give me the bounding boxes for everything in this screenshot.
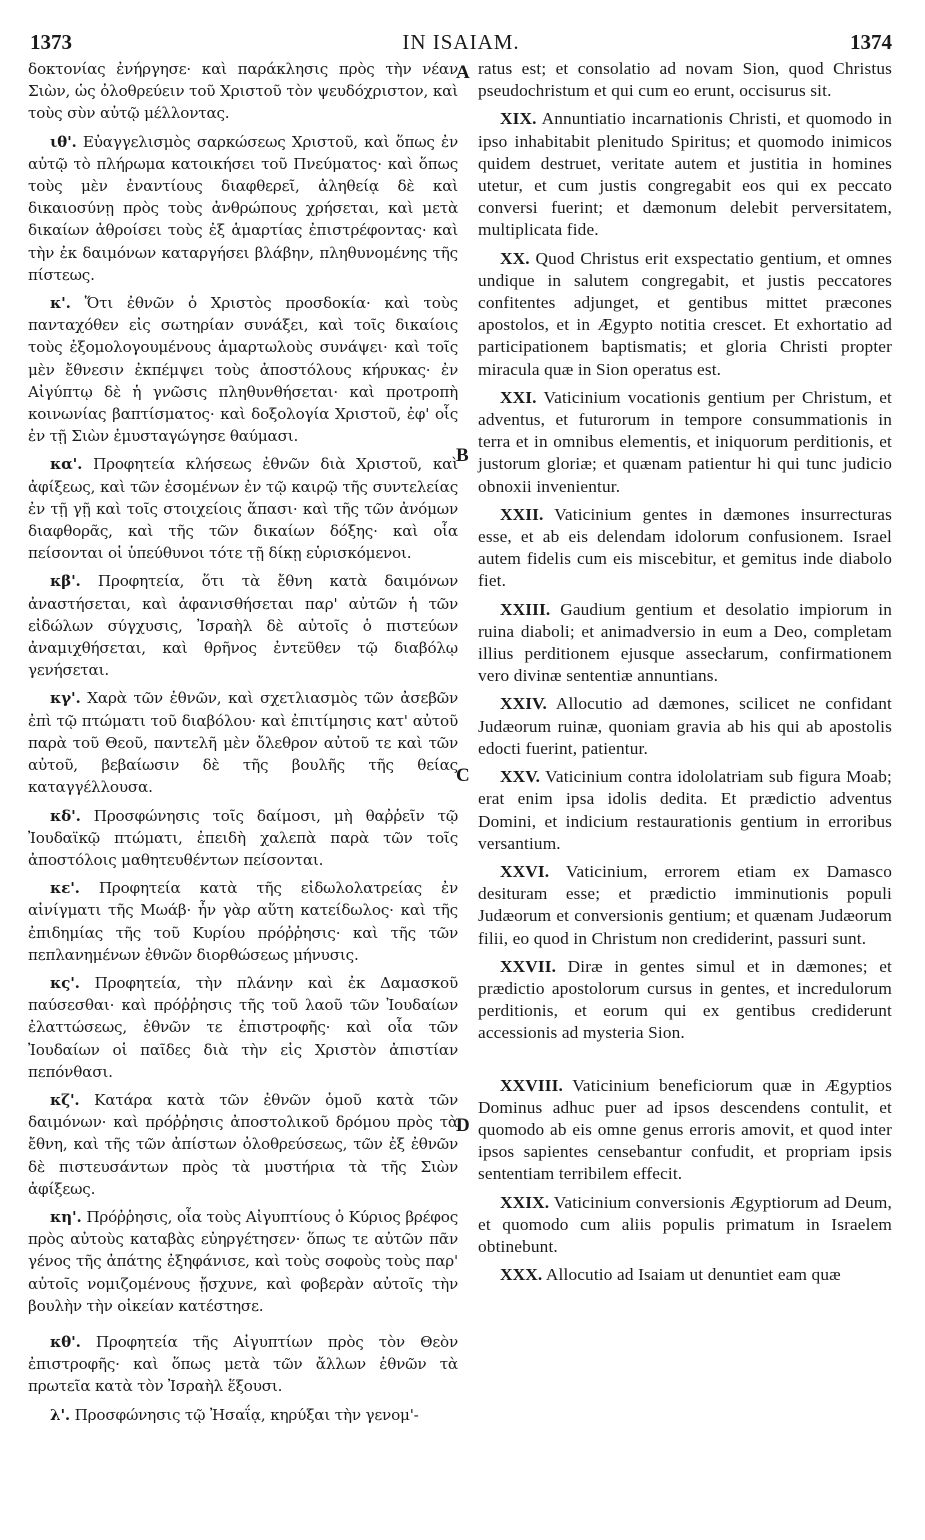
latin-entry: XXIV. Allocutio ad dæmones, scilicet ne confidant Judæorum ruinæ, quoniam gravia ab his qui ab apostolis edocti fuerint, patientur.: [478, 694, 892, 758]
latin-entry: XXI. Vaticinium vocationis gentium per Christum, et adventus, et futurorum in tempore consummationis in terra et in omnibus elementis, et iniquorum perditionis, et justorum gloriæ; et quænam patientur hi qui tunc judicio obnoxii invenientur.: [478, 387, 892, 496]
latin-entry: XXVII. Diræ in gentes simul et in dæmones; et prædictio apostolorum cursus in gentes, et incredulorum perditionis, et eorum qui ex gentibus crediderunt accessionis ad mysteria Sion.: [478, 956, 892, 1043]
latin-entry: XXII. Vaticinium gentes in dæmones insurrecturas esse, et ab eis delendam idolorum confusionem. Israel autem fidelis cum eis miscebitur, et gemitus inde diabolo fiet.: [478, 504, 892, 591]
left-page-number: 1373: [30, 30, 72, 54]
latin-entry: XXVIII. Vaticinium beneficiorum quæ in Ægyptios Dominus adhuc puer ad ipsos descendens contulit, et quomodo ab eis omne genus erroris amovit, et quod inter ipsos sapientes censebantur confudit, et propriam ipsis sententiam terribilem effecit.: [478, 1075, 892, 1184]
greek-entry: κη'. Πρόῤῥησις, οἷα τοὺς Αἰγυπτίους ὁ Κύριος βρέφος πρὸς αὐτοὺς καταβὰς εὐηργέτησεν· ὅπως τε αὐτῶν πᾶν γένος τῆς ἀπάτης ἐξηφάνισε, καὶ τοὺς σοφοὺς τοὺς παρ' αὐτοῖς νομιζομένους ᾔσχυνε, καὶ φοβερὰν αὐτοῖς τὴν βουλὴν τὴν οἰκείαν κατέστησε.: [28, 1207, 458, 1315]
greek-column: [28, 58, 458, 1432]
latin-entry: ratus est; et consolatio ad novam Sion, quod Christus pseudochristum et qui cum eo erunt, occisurus sit.: [478, 59, 892, 101]
greek-entry: κς'. Προφητεία, τὴν πλάνην καὶ ἐκ Δαμασκοῦ παύσεσθαι· καὶ πρόῤῥησις τῆς τοῦ λαοῦ τῶν Ἰουδαίων ἐλαττώσεως, ἐθνῶν τε ἐπιστροφῆς· καὶ οἷα τῶν Ἰουδαίων οἱ παῖδες διὰ τὴν εἰς Χριστὸν ἀπιστίαν πεπόνθασι.: [28, 973, 458, 1081]
greek-entry: κθ'. Προφητεία τῆς Αἰγυπτίων πρὸς τὸν Θεὸν ἐπιστροφῆς· καὶ ὅπως μετὰ τῶν ἄλλων ἐθνῶν τὰ πρωτεῖα κατὰ τὸν Ἰσραὴλ ἕξουσι.: [28, 1332, 458, 1396]
greek-entry: κε'. Προφητεία κατὰ τῆς εἰδωλολατρείας ἐν αἰνίγματι τῆς Μωάβ· ἦν γὰρ αὕτη κατείδωλος· καὶ τῆς ἐπιδημίας τῆς τοῦ Κυρίου πρόῤῥησις· καὶ τῆς τῶν πεπλανημένων ἐθνῶν διορθώσεως μήνυσις.: [28, 879, 458, 964]
greek-entry: κζ'. Κατάρα κατὰ τῶν ἐθνῶν ὁμοῦ κατὰ τῶν δαιμόνων· καὶ πρόῤῥησις ἀποστολικοῦ δρόμου πρὸς τὰ ἔθνη, καὶ τῆς τῶν ἀπίστων ὀλοθρεύσεως, τῶν ἐξ ἐθνῶν δὲ πιστευσάντων πρὸς τὰ μυστήρια τὰ τῆς Σιὼν ἀφίξεως.: [28, 1090, 458, 1198]
greek-entry: κβ'. Προφητεία, ὅτι τὰ ἔθνη κατὰ δαιμόνων ἀναστήσεται, καὶ ἀφανισθήσεται παρ' αὐτῶν ἡ τῶν εἰδώλων σύγχυσις, Ἰσραὴλ δὲ αὐτοῖς ὁ πιστεύων ἀναμιχθήσεται, καὶ θρῆνος ἐντεῦθεν τῷ διαβόλῳ γενήσεται.: [28, 572, 458, 680]
running-title: IN ISAIAM.: [402, 30, 520, 54]
latin-column: [478, 58, 892, 1292]
greek-entry: ιθ'. Εὐαγγελισμὸς σαρκώσεως Χριστοῦ, καὶ ὅπως ἐν αὐτῷ τὸ πλήρωμα κατοικήσει τοῦ Πνεύματος· καὶ ὅπως τοὺς μὲν ἐναντίους διαφθερεῖ, ἀληθείᾳ δὲ καὶ δικαιοσύνῃ πρὸς τοὺς ἀνθρώπους χρήσεται, καὶ μετὰ δικαίων ἀθροίσει τοὺς ἐξ ἁμαρτίας ἐπιστρέφοντας· καὶ τὴν ἐκ δαιμόνων καταργήσει βλάβην, πληθυνομένης τῆς πίστεως.: [28, 132, 458, 284]
latin-entry: XXIX. Vaticinium conversionis Ægyptiorum ad Deum, et quomodo cum aliis populis primatum in Israelem obtinebunt.: [478, 1192, 892, 1256]
greek-entry: κδ'. Προσφώνησις τοῖς δαίμοσι, μὴ θαῤῥεῖν τῷ Ἰουδαϊκῷ πτώματι, ἐπειδὴ χαλεπὰ παρὰ τῶν τοῖς ἀποστόλοις μαθητευθέντων πείσονται.: [28, 806, 458, 869]
margin-letter-c: C: [456, 765, 470, 786]
greek-entry: δοκτονίας ἐνήργησε· καὶ παράκλησις πρὸς τὴν νέαν Σιὼν, ὡς ὀλοθρεύειν τοῦ Χριστοῦ τὸν ψευδόχριστον, καὶ τοὺς σὺν αὐτῷ μέλλοντας.: [28, 60, 458, 123]
margin-letter-b: B: [456, 445, 469, 466]
right-page-number: 1374: [850, 30, 892, 54]
latin-entry: XXX. Allocutio ad Isaiam ut denuntiet eam quæ: [500, 1265, 841, 1285]
latin-entry: XXVI. Vaticinium, errorem etiam ex Damasco desituram esse; et prædictio imminutionis populi Judæorum et conversionis gentium; et quænam Judæorum filii, eo quod in Christum non crediderint, passuri sunt.: [478, 861, 892, 948]
greek-entry: λ'. Προσφώνησις τῷ Ἠσαΐᾳ, κηρύξαι τὴν γενομ'-: [50, 1405, 419, 1424]
margin-letter-d: D: [456, 1115, 470, 1136]
greek-entry: κγ'. Χαρὰ τῶν ἐθνῶν, καὶ σχετλιασμὸς τῶν ἀσεβῶν ἐπὶ τῷ πτώματι τοῦ διαβόλου· καὶ ἐπιτίμησις κατ' αὐτοῦ παρὰ τοῦ Θεοῦ, παντελῆ μὲν ὄλεθρον αὐτοῦ τε καὶ τῶν αὐτοῦ, βεβαίωσιν δὲ τῆς βουλῆς τῆς θείας καταγγέλλουσα.: [28, 689, 458, 797]
greek-entry: κ'. Ὅτι ἐθνῶν ὁ Χριστὸς προσδοκία· καὶ τοὺς πανταχόθεν εἰς σωτηρίαν συνάξει, καὶ τοῖς δικαίοις τοὺς ἐξομολογουμένους ἁμαρτωλοὺς συνάψει· καὶ τοῖς μὲν ἔθνεσιν ἐκπέμψει τοὺς ἀποστόλους κήρυκας· ἐν Αἰγύπτῳ δὲ ἡ γνῶσις πληθυνθήσεται· καὶ προτροπὴ κοινωνίας βαπτίσματος· καὶ δοξολογία Χριστοῦ, ἐφ' οἷς ἐν τῇ Σιὼν ἐμυσταγώγησε θαύμασι.: [28, 294, 458, 446]
page-header: [30, 30, 892, 60]
latin-entry: XXIII. Gaudium gentium et desolatio impiorum in ruina diaboli; et animadversio in eum a Deo, completam illius perditionem ejusque assecłarum, confirmationem vero divinæ sententiæ annuntians.: [478, 599, 892, 686]
margin-letter-a: A: [456, 62, 470, 83]
latin-entry: XIX. Annuntiatio incarnationis Christi, et quomodo in ipso inhabitabit plenitudo Spiritus; et quomodo inimicos quidem destruet, veritate autem et justitia in homines utetur, et cum justis congregabit eos qui ex peccato conversi fuerint; et dæmonum delebit perversitatem, multiplicata fide.: [478, 109, 892, 240]
latin-entry: XX. Quod Christus erit exspectatio gentium, et omnes undique in salutem congregabit, et justis peccatores confitentes adjunget, et gentibus mittet præcones apostolos, et in Ægypto notitia crescet. Et exhortatio ad participationem baptismatis; et gloria Christi propter miracula quæ in Sion operatus est.: [478, 248, 892, 379]
greek-entry: κα'. Προφητεία κλήσεως ἐθνῶν διὰ Χριστοῦ, καὶ ἀφίξεως, καὶ τῶν ἐσομένων ἐν τῷ καιρῷ τῆς συντελείας ἐν τῇ γῇ καὶ τοῖς στοιχείοις ἅπασι· καὶ τῆς τῶν ἀνόμων διαφθορᾶς, καὶ τῆς τῶν δικαίων δόξης· καὶ οἷα πείσονται οἱ ὑπεύθυνοι τότε τῇ δίκῃ εὑρισκόμενοι.: [28, 455, 458, 563]
latin-entry: XXV. Vaticinium contra idololatriam sub figura Moab; erat enim ipsa idolis dedita. Et prædictio adventus Domini, et indicium restaurationis gentium in erroribus versantium.: [478, 767, 892, 853]
